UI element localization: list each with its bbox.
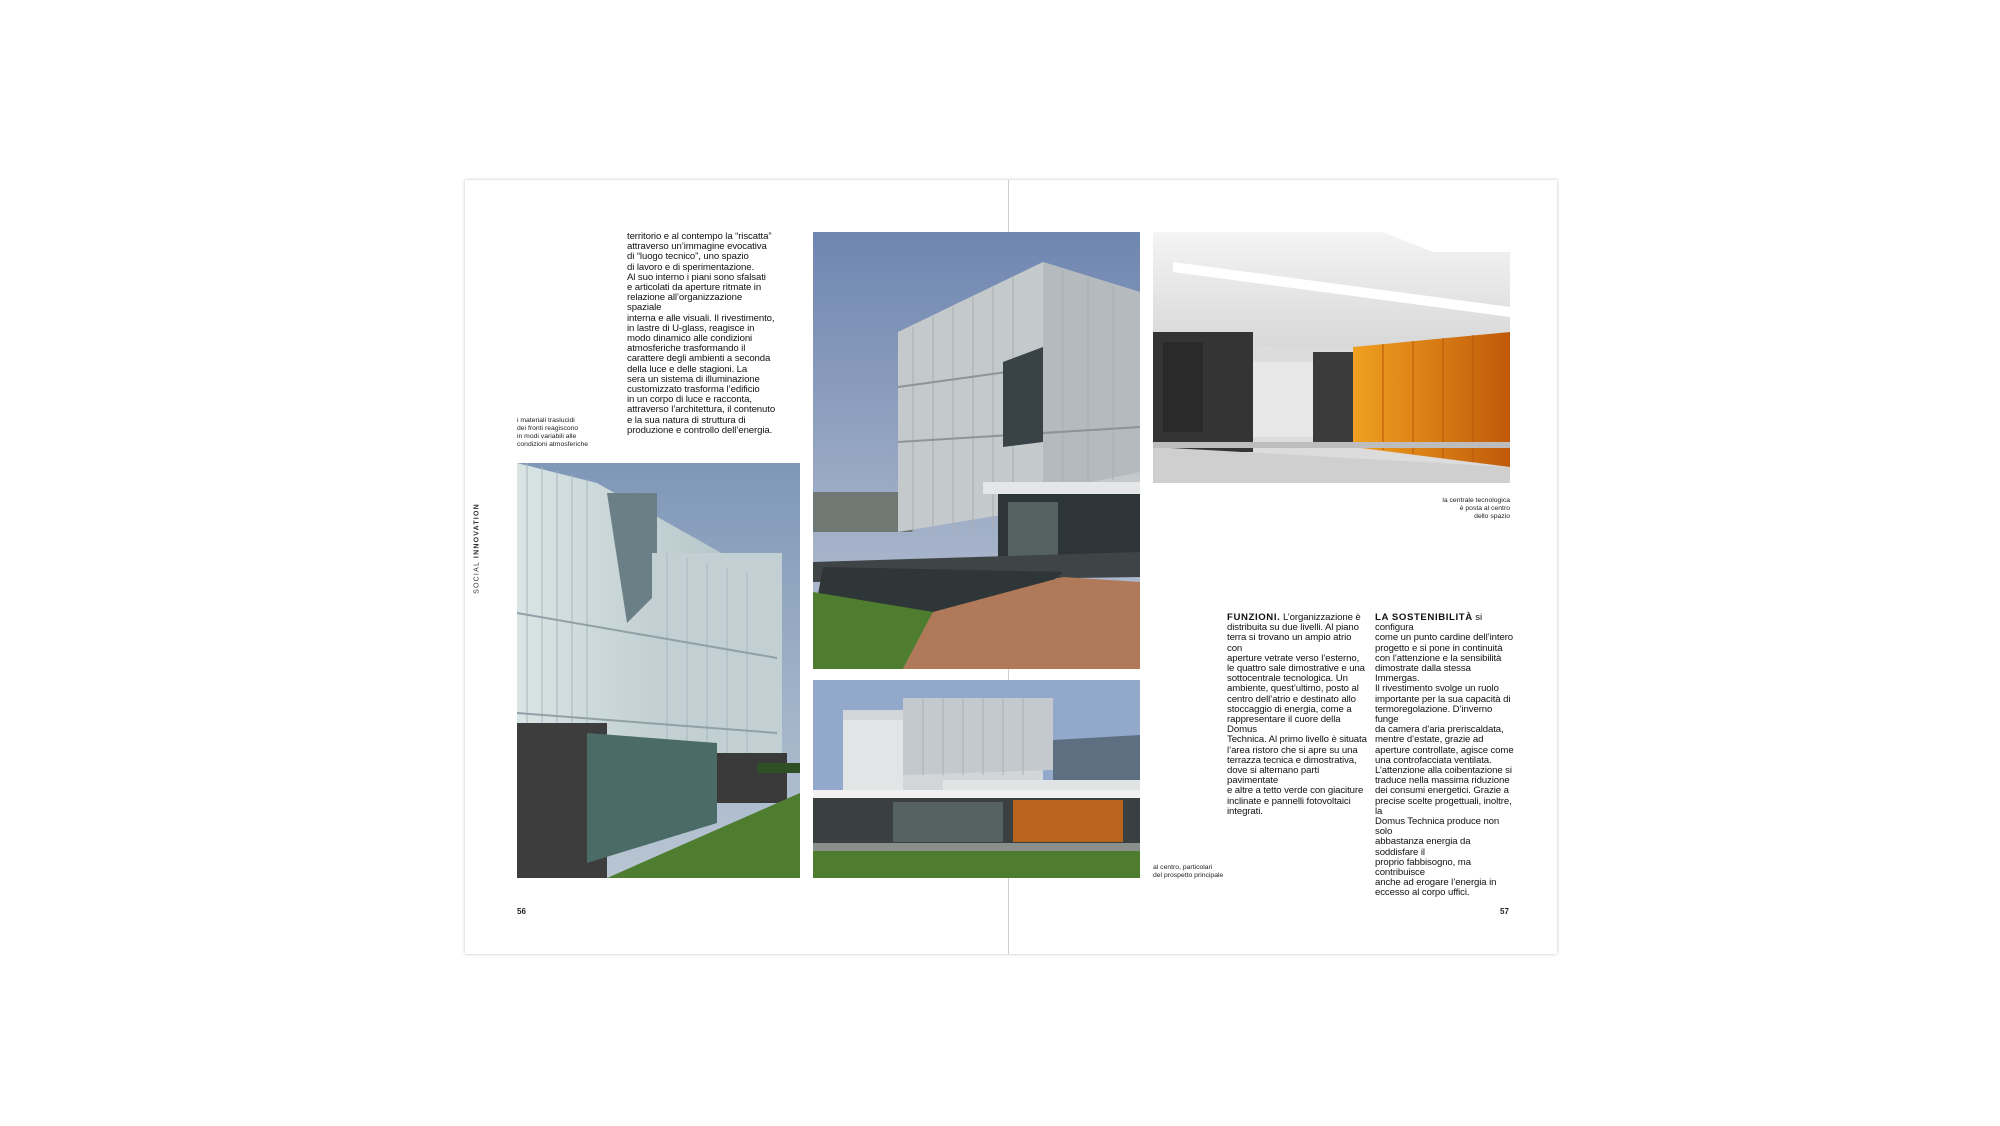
- page-number-right: 57: [1500, 907, 1509, 916]
- caption-materials: i materiali traslucidi dei fronti reagiscono in modi variabili alle condizioni atmosferiche: [517, 417, 589, 448]
- photo-building-pool: [813, 232, 1140, 669]
- section-label: SOCIAL INNOVATION: [473, 503, 481, 594]
- funzioni-text: FUNZIONI. L’organizzazione è distribuita su due livelli. Al piano terra si trovano un ampio atrio con aperture vetrate verso l’esterno, le quattro sale dimostrative e una sottocentrale tecnologica. Un ambiente, quest’ultimo, posto al centro dell’atrio e destinato allo stoccaggio di energia, come a rappresentare il cuore della Domus Technica. Al primo livello è situata l’area ristoro che si apre su una terrazza tecnica e dimostrativa, dove si alternano parti pavimentate e altre a tetto verde con giaciture inclinate e pannelli fotovoltaici integrati.: [1227, 612, 1367, 817]
- funzioni-lead: FUNZIONI.: [1227, 612, 1281, 623]
- caption-facade-details: al centro, particolari del prospetto principale: [1153, 864, 1224, 879]
- photo-facade-wide: [813, 680, 1140, 878]
- intro-text: territorio e al contempo la “riscatta” attraverso un’immagine evocativa di “luogo tecnico”, uno spazio di lavoro e di sperimentazione. Al suo interno i piani sono sfalsati e articolati da aperture ritmate in relazione all’organizzazione spaziale interna e alle visuali. Il rivestimento, in lastre di U-glass, reagisce in modo dinamico alle condizioni atmosferiche trasformando il carattere degli ambienti a seconda della luce e delle stagioni. La sera un sistema di illuminazione customizzato trasforma l’edificio in un corpo di luce e racconta, attraverso l’architettura, il contenuto e la sua natura di struttura di produzione e controllo dell’energia.: [627, 231, 776, 436]
- sostenibilita-lead: LA SOSTENIBILITÀ: [1375, 612, 1473, 623]
- sostenibilita-text: LA SOSTENIBILITÀ si configura come un punto cardine dell’intero progetto e si pone in continuità con l’attenzione e la sensibilità dimostrate dalla stessa Immergas. Il rivestimento svolge un ruolo importante per la sua capacità di termoregolazione. D’inverno funge da camera d’aria preriscaldata, mentre d’estate, grazie ad aperture controllate, agisce come una controfacciata ventilata. L’attenzione alla coibentazione si traduce nella massima riduzione dei consumi energetici. Grazie a precise scelte progettuali, inoltre, la Domus Technica produce non solo abbastanza energia da soddisfare il proprio fabbisogno, ma contribuisce anche ad erogare l’energia in eccesso al corpo uffici.: [1375, 612, 1514, 899]
- page-number-left: 56: [517, 907, 526, 916]
- photo-glass-facade: [517, 463, 800, 878]
- caption-tech-center: la centrale tecnologica è posta al centro dello spazio: [1442, 497, 1510, 520]
- photo-interior-amber: [1153, 232, 1510, 483]
- magazine-spread: [465, 180, 1557, 954]
